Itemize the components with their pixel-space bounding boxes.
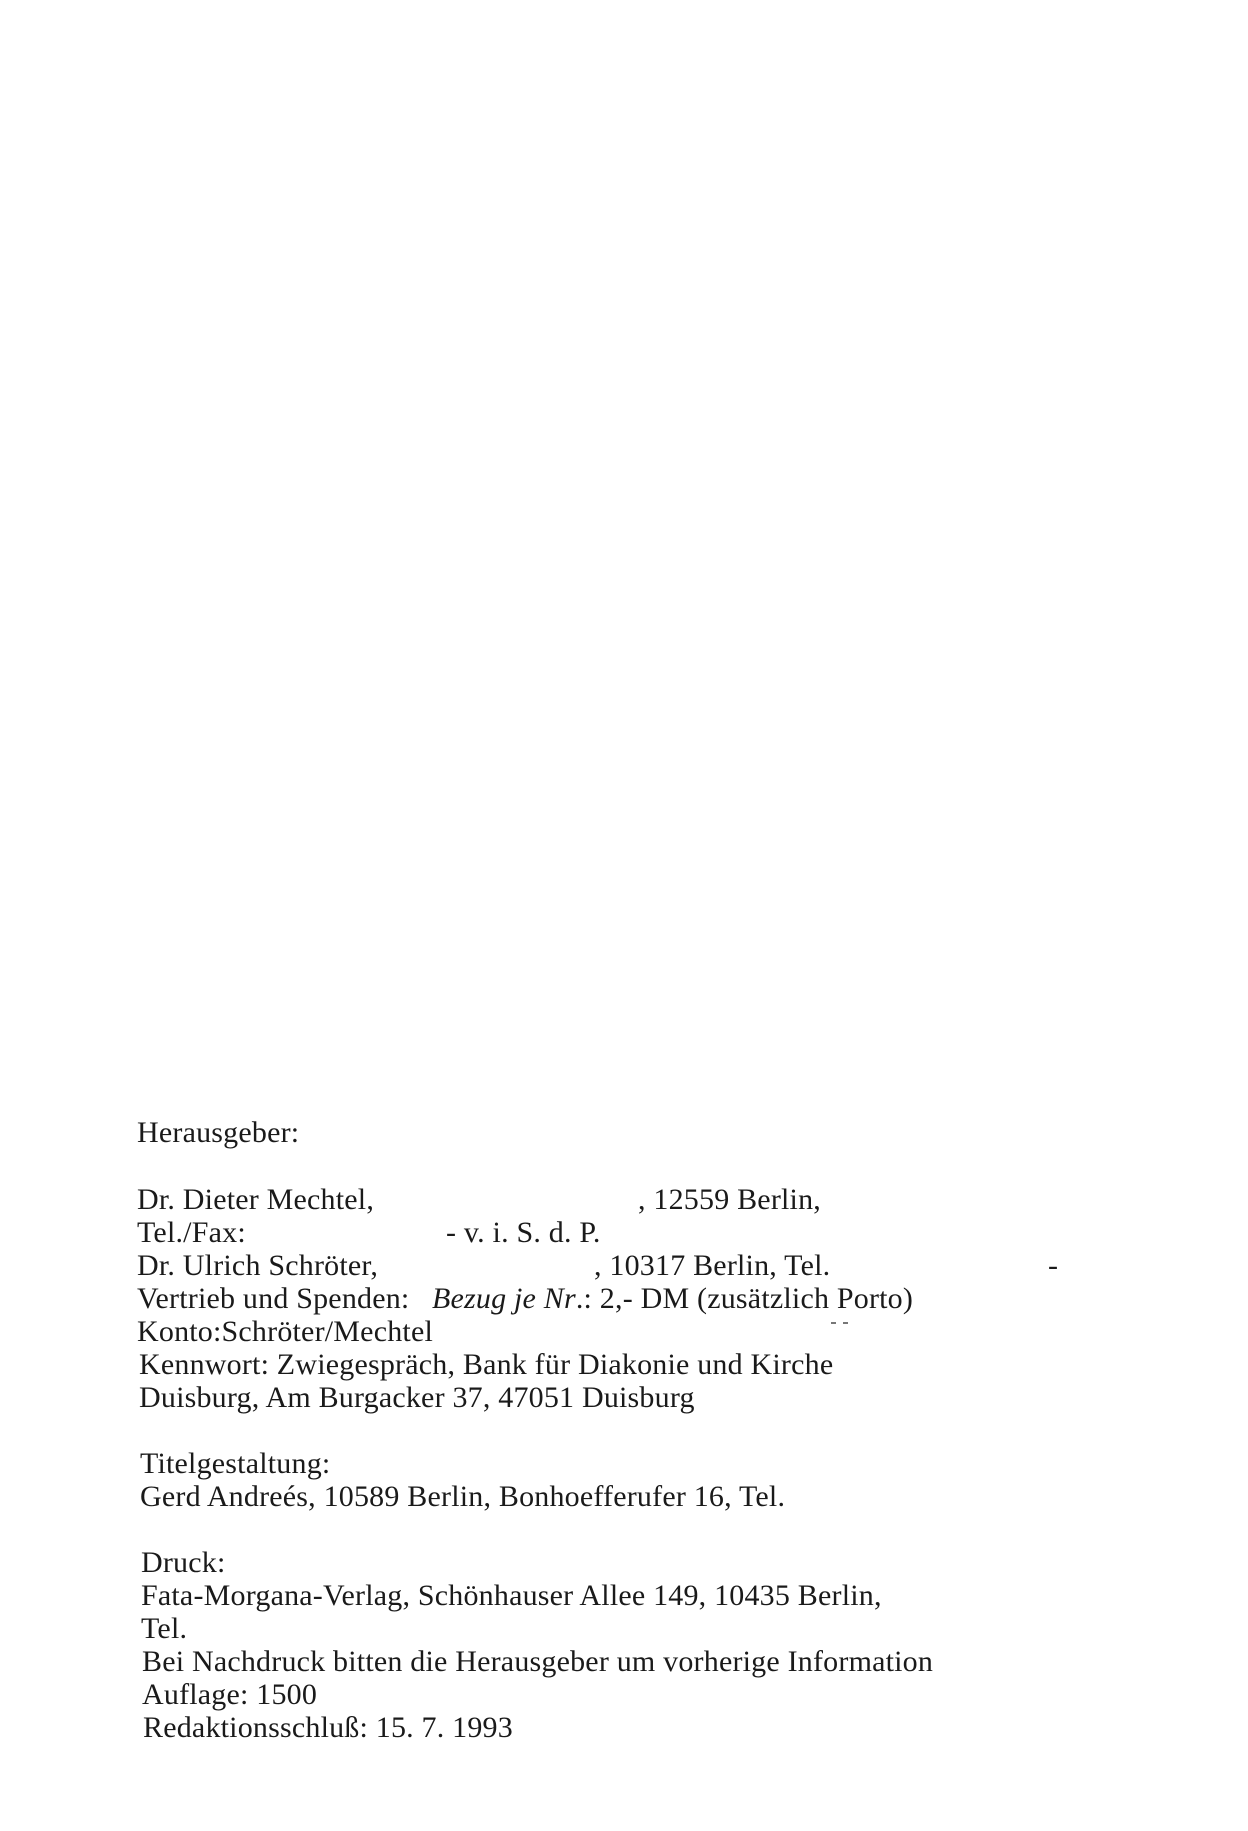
scan-speck: [831, 1322, 836, 1324]
print-heading: Druck:: [141, 1546, 226, 1579]
telfax-label: Tel./Fax:: [137, 1216, 246, 1249]
mechtel-city: , 12559 Berlin,: [638, 1183, 821, 1216]
publisher-mechtel-line: [137, 1183, 837, 1217]
visdp-note: - v. i. S. d. P.: [446, 1216, 601, 1249]
schroeter-name: Dr. Ulrich Schröter,: [137, 1249, 379, 1282]
publisher-heading: Herausgeber:: [137, 1116, 300, 1149]
print-line: Fata-Morgana-Verlag, Schönhauser Allee 149, 10435 Berlin,: [141, 1579, 882, 1612]
distribution-label: Vertrieb und Spenden:: [137, 1282, 410, 1315]
bezug-label: Bezug je Nr: [432, 1282, 576, 1315]
account-line: Konto:Schröter/Mechtel: [137, 1315, 433, 1348]
price-note: .: 2,- DM (zusätzlich Porto): [575, 1282, 914, 1315]
mechtel-name: Dr. Dieter Mechtel,: [137, 1183, 375, 1216]
publisher-schroeter-line: [137, 1249, 1077, 1283]
keyword-line: Kennwort: Zwiegespräch, Bank für Diakonie und Kirche: [139, 1348, 834, 1381]
distribution-line: [137, 1282, 937, 1316]
scan-speck: [843, 1322, 848, 1324]
deadline-line: Redaktionsschluß: 15. 7. 1993: [143, 1711, 513, 1744]
reprint-note: Bei Nachdruck bitten die Herausgeber um vorherige Information: [142, 1645, 934, 1678]
publisher-telfax-line: [137, 1216, 737, 1250]
title-design-line: Gerd Andreés, 10589 Berlin, Bonhoefferufer 16, Tel.: [140, 1480, 786, 1513]
bank-address-line: Duisburg, Am Burgacker 37, 47051 Duisburg: [139, 1381, 695, 1414]
schroeter-dash: -: [1048, 1249, 1059, 1282]
print-tel: Tel.: [141, 1612, 188, 1645]
schroeter-city: , 10317 Berlin, Tel.: [594, 1249, 831, 1282]
edition-line: Auflage: 1500: [142, 1678, 318, 1711]
distribution-bezug: [432, 1282, 913, 1316]
title-design-heading: Titelgestaltung:: [140, 1447, 331, 1480]
